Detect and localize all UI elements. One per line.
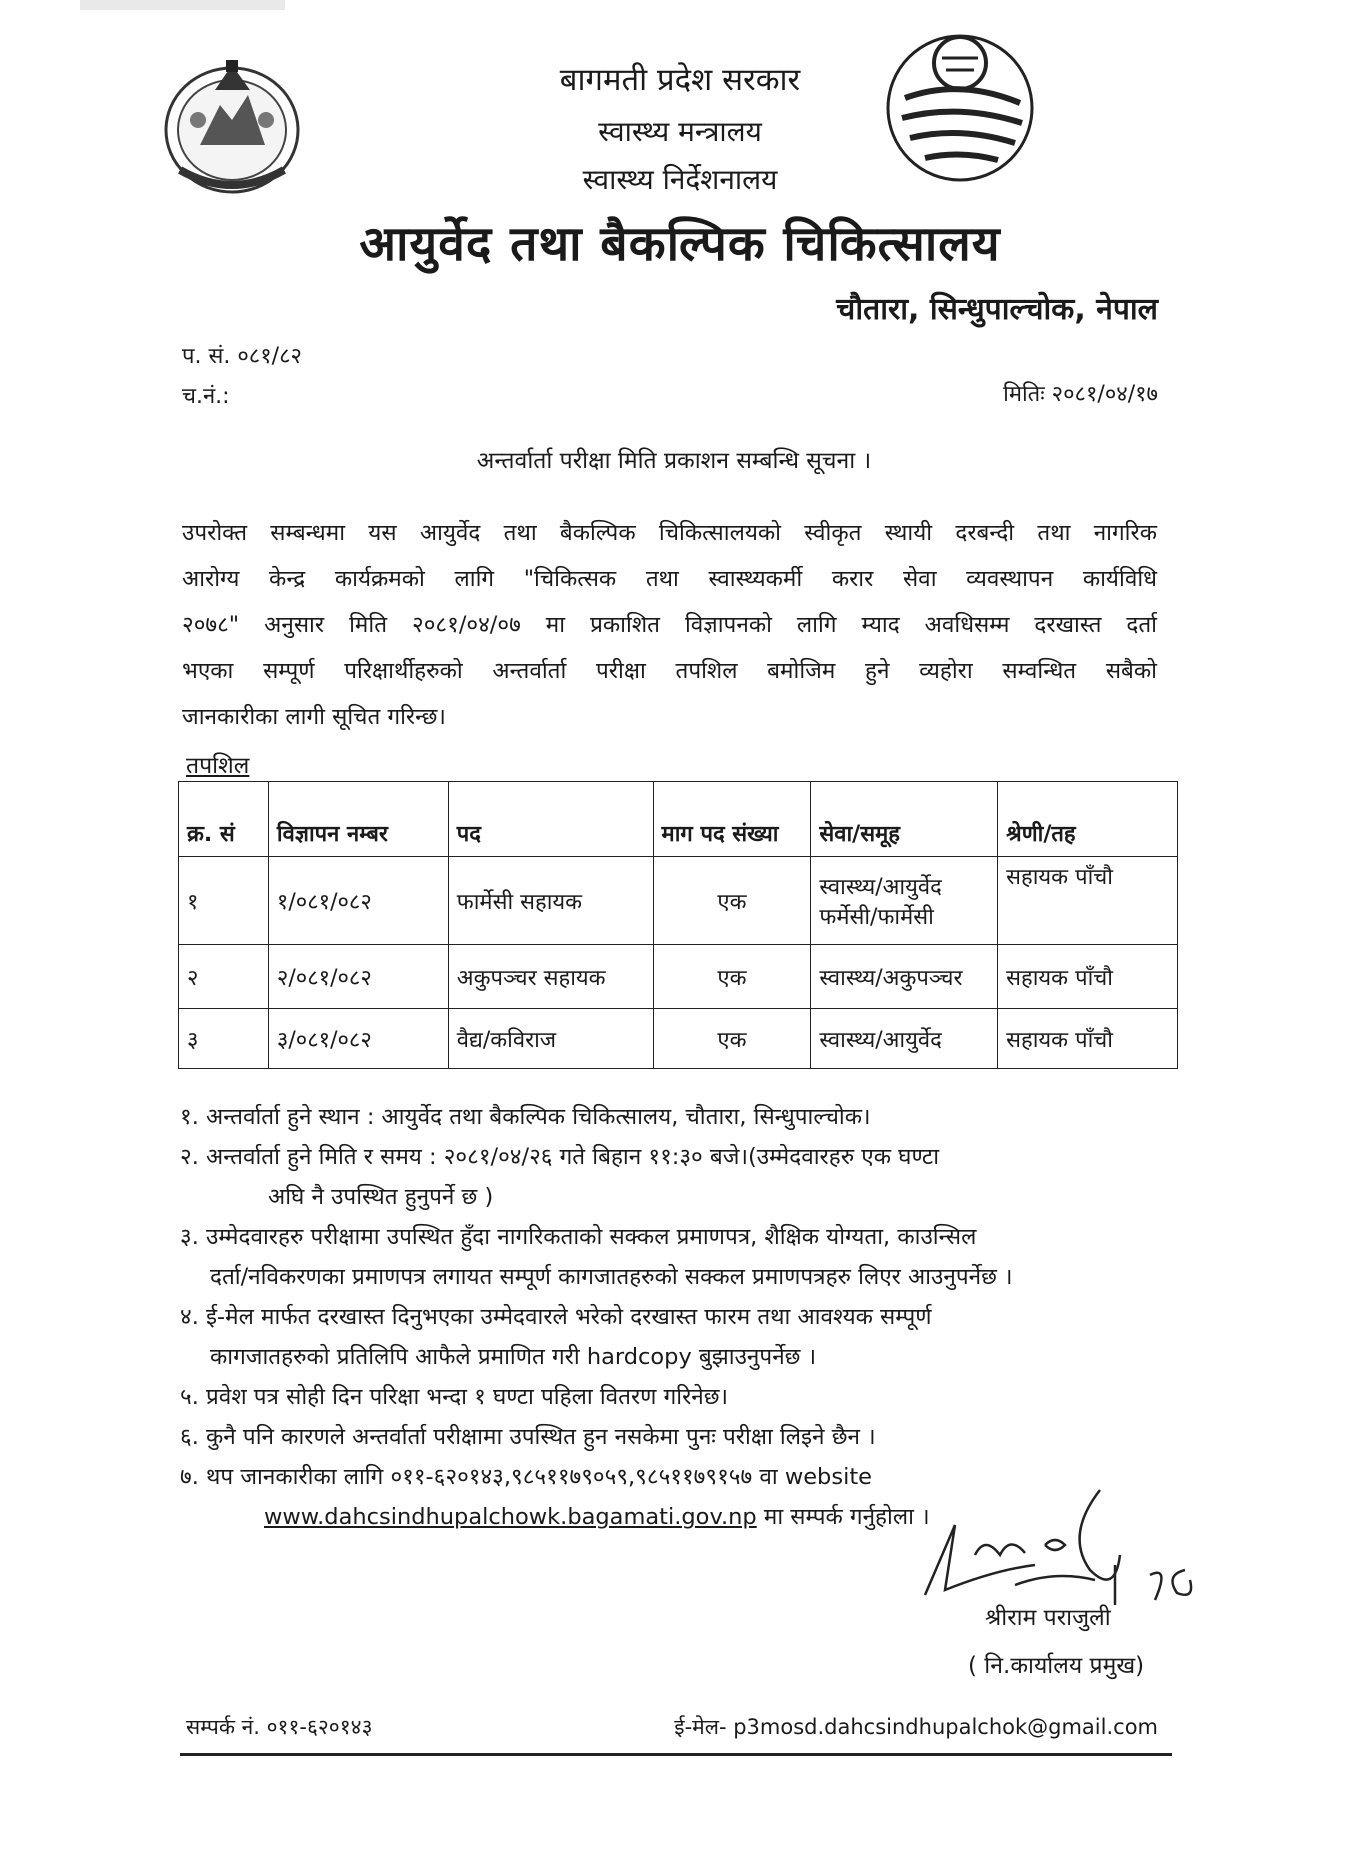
col-header-level: श्रेणी/तह xyxy=(998,782,1178,857)
details-heading: तपशिल xyxy=(186,753,250,779)
body-line-5: जानकारीका लागी सूचित गरिन्छ। xyxy=(182,704,446,730)
table-header-row xyxy=(179,782,1178,857)
note-4-line-1: ४. ई-मेल मार्फत दरखास्त दिनुभएका उम्मेदवारले भरेको दरखास्त फारम तथा आवश्यक सम्पूर्ण xyxy=(180,1304,932,1330)
cell-service: स्वास्थ्य/आयुर्वेद xyxy=(811,1009,998,1069)
col-header-adv-no: विज्ञापन नम्बर xyxy=(268,782,448,857)
patra-sankhya: प. सं. ०८१/८२ xyxy=(182,344,302,369)
cell-service-line-1: स्वास्थ्य/आयुर्वेद xyxy=(819,874,942,900)
government-name: बागमती प्रदेश सरकार xyxy=(559,62,801,98)
notice-subject: अन्तर्वार्ता परीक्षा मिति प्रकाशन सम्बन्धि सूचना । xyxy=(476,448,872,474)
cell-adv-no: २/०८१/०८२ xyxy=(268,945,448,1009)
col-header-sn: क्र. सं xyxy=(179,782,269,857)
note-5: ५. प्रवेश पत्र सोही दिन परिक्षा भन्दा १ घण्टा पहिला वितरण गरिनेछ। xyxy=(180,1384,729,1410)
cell-count: एक xyxy=(653,945,811,1009)
cell-level: सहायक पाँचौ xyxy=(998,945,1178,1009)
notice-date: मितिः २०८१/०४/१७ xyxy=(1003,382,1158,407)
note-1: १. अन्तर्वार्ता हुने स्थान : आयुर्वेद तथा बैकल्पिक चिकित्सालय, चौतारा, सिन्धुपाल्चोक। xyxy=(180,1104,871,1130)
cell-post: वैद्य/कविराज xyxy=(448,1009,653,1069)
table-row xyxy=(179,945,1178,1009)
table-row xyxy=(179,1009,1178,1069)
ministry-name: स्वास्थ्य मन्त्रालय xyxy=(598,115,762,148)
cell-adv-no: ३/०८१/०८२ xyxy=(268,1009,448,1069)
cell-sn: २ xyxy=(179,945,269,1009)
cell-adv-no: १/०८१/०८२ xyxy=(268,857,448,945)
note-7-line-1: ७. थप जानकारीका लागि ०११-६२०१४३,९८५११७९०५९,९८५११७९१५७ वा website xyxy=(180,1464,872,1490)
vacancy-table xyxy=(178,781,1178,1069)
col-header-service: सेवा/समूह xyxy=(811,782,998,857)
body-line-2: आरोग्य केन्द्र कार्यक्रमको लागि "चिकित्सक तथा स्वास्थ्यकर्मी करार सेवा व्यवस्थापन कार्यविधि xyxy=(182,566,1157,592)
scan-edge xyxy=(80,0,285,10)
footer-email[interactable]: ई-मेल- p3mosd.dahcsindhupalchok@gmail.com xyxy=(674,1715,1158,1739)
cell-sn: ३ xyxy=(179,1009,269,1069)
office-address: चौतारा, सिन्धुपाल्चोक, नेपाल xyxy=(836,292,1158,327)
note-7-line-2 xyxy=(264,1500,930,1531)
col-header-post: पद xyxy=(448,782,653,857)
note-6: ६. कुनै पनि कारणले अन्तर्वार्ता परीक्षामा उपस्थित हुन नसकेमा पुनः परीक्षा लिइने छैन । xyxy=(180,1424,876,1450)
chalani-number: च.नं.: xyxy=(182,384,230,409)
note-7-rest: मा सम्पर्क गर्नुहोला । xyxy=(756,1504,930,1530)
cell-count: एक xyxy=(653,857,811,945)
cell-service xyxy=(811,857,998,945)
footer-phone: सम्पर्क नं. ०११-६२०१४३ xyxy=(186,1715,373,1739)
note-2-line-1: २. अन्तर्वार्ता हुने मिति र समय : २०८१/०४/२६ गते बिहान ११:३० बजे।(उम्मेदवारहरु एक घण्टा xyxy=(180,1144,940,1170)
directorate-name: स्वास्थ्य निर्देशनालय xyxy=(582,163,778,196)
cell-post: फार्मेसी सहायक xyxy=(448,857,653,945)
table-row xyxy=(179,857,1178,945)
cell-service: स्वास्थ्य/अकुपञ्चर xyxy=(811,945,998,1009)
website-link[interactable]: www.dahcsindhupalchowk.bagamati.gov.np xyxy=(264,1504,757,1530)
cell-level: सहायक पाँचौ xyxy=(998,857,1178,945)
body-line-3: २०७८" अनुसार मिति २०८१/०४/०७ मा प्रकाशित विज्ञापनको लागि म्याद अवधिसम्म दरखास्त दर्ता xyxy=(182,612,1157,638)
note-3-line-1: ३. उम्मेदवारहरु परीक्षामा उपस्थित हुँदा नागरिकताको सक्कल प्रमाणपत्र, शैक्षिक योग्यता, काउन्सिल xyxy=(180,1224,977,1250)
note-4-line-2: कागजातहरुको प्रतिलिपि आफैले प्रमाणित गरी hardcopy बुझाउनुपर्नेछ । xyxy=(210,1344,817,1370)
signer-name: श्रीराम पराजुली xyxy=(985,1605,1111,1631)
cell-sn: १ xyxy=(179,857,269,945)
col-header-count: माग पद संख्या xyxy=(653,782,811,857)
cell-post: अकुपञ्चर सहायक xyxy=(448,945,653,1009)
body-line-1: उपरोक्त सम्बन्धमा यस आयुर्वेद तथा बैकल्पिक चिकित्सालयको स्वीकृत स्थायी दरबन्दी तथा नागरिक xyxy=(182,520,1157,546)
cell-service-line-2: फर्मेसी/फार्मेसी xyxy=(819,904,934,930)
footer-divider xyxy=(180,1753,1172,1756)
signer-title: ( नि.कार्यालय प्रमुख) xyxy=(968,1653,1145,1679)
note-3-line-2: दर्ता/नविकरणका प्रमाणपत्र लगायत सम्पूर्ण कागजातहरुको सक्कल प्रमाणपत्रहरु लिएर आउनुपर्नेछ । xyxy=(210,1264,1013,1290)
cell-level: सहायक पाँचौ xyxy=(998,1009,1178,1069)
body-line-4: भएका सम्पूर्ण परिक्षार्थीहरुको अन्तर्वार्ता परीक्षा तपशिल बमोजिम हुने व्यहोरा सम्वन्धित सबैको xyxy=(182,658,1157,684)
nepal-emblem-icon xyxy=(160,50,305,200)
note-2-line-2: अघि नै उपस्थित हुनुपर्ने छ ) xyxy=(268,1184,494,1210)
cell-count: एक xyxy=(653,1009,811,1069)
hospital-name: आयुर्वेद तथा बैकल्पिक चिकित्सालय xyxy=(359,216,1001,272)
